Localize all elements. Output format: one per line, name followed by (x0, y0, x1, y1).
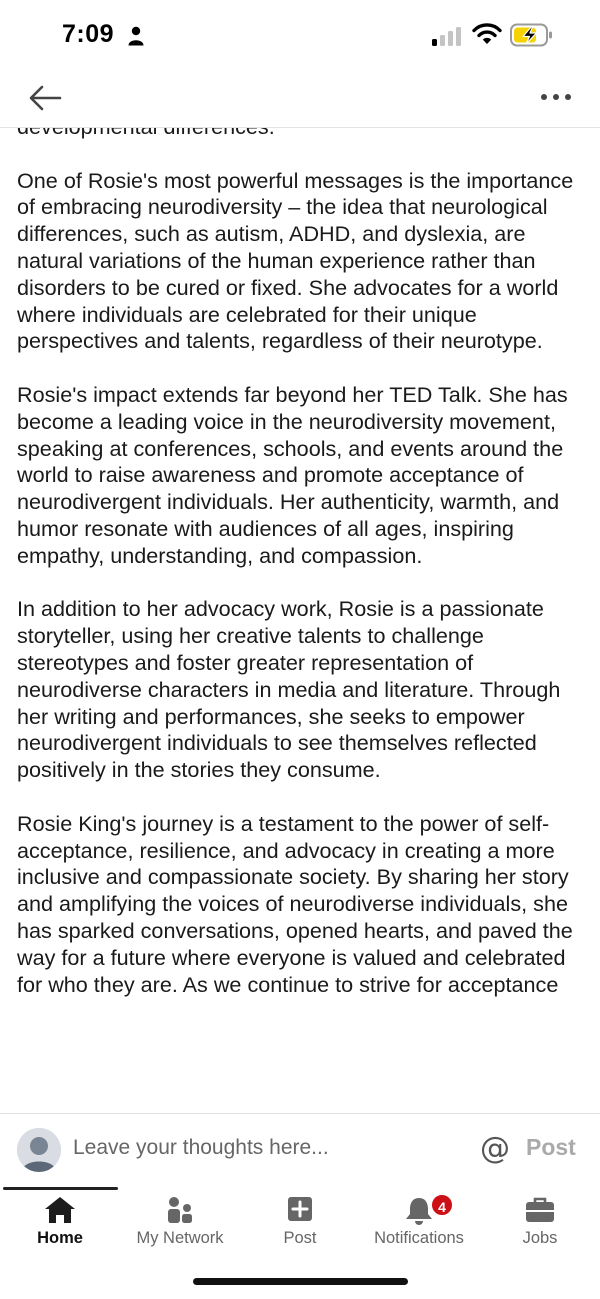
more-options-button[interactable] (538, 82, 574, 112)
tab-home[interactable] (12, 1191, 108, 1253)
bottom-tab-bar (0, 1185, 600, 1299)
tab-my-network[interactable] (122, 1191, 238, 1253)
tab-jobs-label: Jobs (522, 1229, 558, 1247)
plus-square-icon (283, 1195, 317, 1225)
home-icon (43, 1195, 77, 1225)
tab-post[interactable] (258, 1191, 342, 1253)
comment-bar (0, 1113, 600, 1185)
network-icon (163, 1195, 197, 1225)
article-paragraph: In addition to her advocacy work, Rosie is a passionate storyteller, using her creative talents to challenge stereotypes and foster greater representation of neurodiverse characters in media and literature. Through her writing and performances, she seeks to empower neurodivergent individuals to see themselves reflected positively in the stories they consume. (17, 596, 561, 783)
more-horizontal-icon (540, 93, 572, 101)
notifications-badge: 4 (430, 1193, 454, 1217)
briefcase-icon (523, 1195, 557, 1225)
home-indicator (193, 1278, 408, 1285)
active-tab-indicator (3, 1187, 118, 1190)
comment-input[interactable]: Leave your thoughts here... (73, 1136, 329, 1159)
article-body (0, 104, 600, 1114)
mention-button[interactable]: @ (480, 1131, 510, 1166)
arrow-left-icon (28, 85, 62, 111)
tab-post-label: Post (283, 1229, 317, 1247)
tab-jobs[interactable] (498, 1191, 582, 1253)
tab-my-network-label: My Network (136, 1229, 224, 1247)
person-icon (128, 26, 144, 46)
status-bar (0, 0, 600, 70)
post-comment-button[interactable]: Post (526, 1134, 576, 1160)
wifi-icon (472, 22, 502, 46)
signal-icon (432, 26, 462, 46)
tab-home-label: Home (37, 1229, 83, 1247)
article-paragraph: Rosie's impact extends far beyond her TED Talk. She has become a leading voice in the neurodiversity movement, speaking at conferences, schools, and events around the world to raise awareness and promote acceptance of neurodivergent individuals. Her authenticity, warmth, and humor resonate with audiences of all ages, inspiring empathy, understanding, and compassion. (17, 381, 568, 568)
article-paragraph: One of Rosie's most powerful messages is the importance of embracing neurodiversity – the idea that neurological differences, such as autism, ADHD, and dyslexia, are natural variations of the human experience rather than disorders to be cured or fixed. She advocates for a world where individuals are celebrated for their unique perspectives and talents, regardless of their neurotype. (17, 167, 574, 354)
article-text (17, 114, 589, 1025)
battery-charging-icon (510, 23, 554, 47)
status-time: 7:09 (62, 20, 115, 48)
article-paragraph: Rosie King's journey is a testament to the power of self-acceptance, resilience, and advocacy in creating a more inclusive and compassionate society. By sharing her story and amplifying the voices of neurodiverse individuals, she has sparked conversations, opened hearts, and paved the way for a future where everyone is valued and celebrated for who they are. As we continue to strive for acceptance (17, 810, 573, 997)
tab-notifications-label: Notifications (374, 1229, 464, 1247)
avatar-image (17, 1128, 61, 1172)
back-button[interactable] (24, 80, 66, 116)
top-nav-bar (0, 70, 600, 128)
avatar (17, 1128, 61, 1172)
tab-notifications[interactable] (362, 1191, 476, 1253)
